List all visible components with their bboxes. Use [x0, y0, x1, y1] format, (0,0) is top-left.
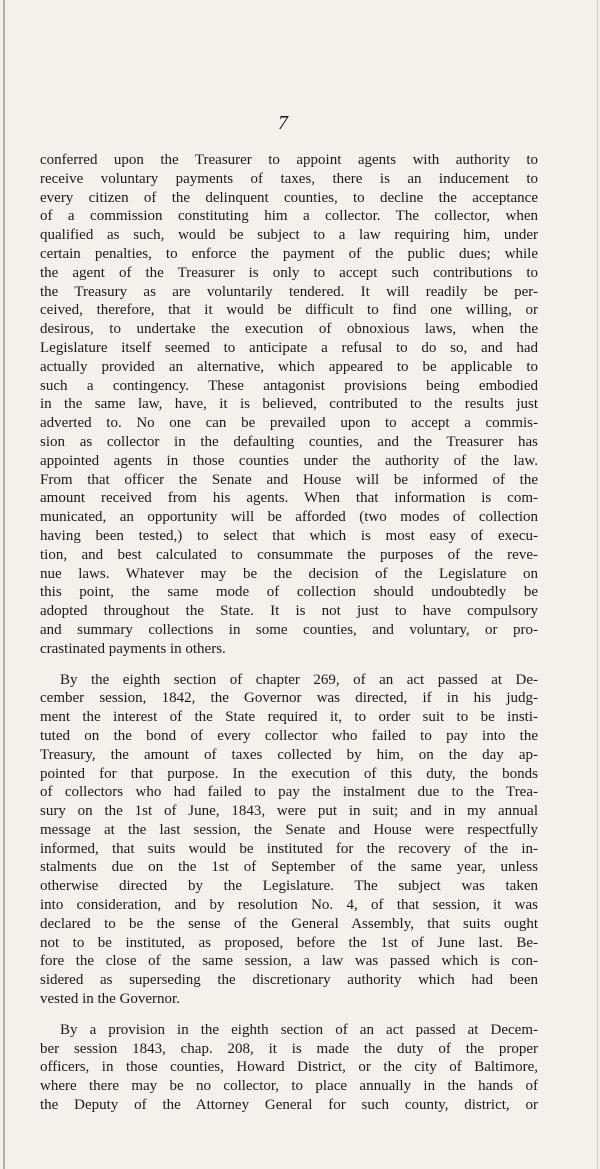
text-line: qualified as such, would be subject to a law requiring him, under [40, 227, 538, 244]
text-line: By the eighth section of chapter 269, of an act passed at De- [60, 671, 538, 688]
text-line: pointed for that purpose. In the execution of this duty, the bonds [40, 765, 538, 782]
text-line: fore the close of the same session, a law was passed which is con- [40, 953, 538, 970]
text-line: stalments due on the 1st of September of the same year, unless [40, 859, 538, 876]
paragraph-3 [40, 1021, 538, 1115]
text-line: otherwise directed by the Legislature. The subject was taken [40, 878, 538, 895]
text-line: such a contingency. These antagonist provisions being embodied [40, 377, 538, 394]
text-line: appointed agents in those counties under the authority of the law. [40, 452, 538, 469]
text-line: in the same law, have, it is believed, contributed to the results just [40, 396, 538, 413]
text-line: receive voluntary payments of taxes, there is an inducement to [40, 170, 538, 187]
text-line: By a provision in the eighth section of an act passed at Decem- [60, 1021, 538, 1038]
paragraph-1 [40, 151, 538, 659]
text-line: cember session, 1842, the Governor was directed, if in his judg- [40, 690, 538, 707]
paragraph-gap [40, 1009, 538, 1021]
text-line: sion as collector in the defaulting counties, and the Treasurer has [40, 433, 538, 450]
text-line: desirous, to undertake the execution of obnoxious laws, when the [40, 321, 538, 338]
text-line: not to be instituted, as proposed, before the 1st of June last. Be- [40, 934, 538, 951]
text-line: every citizen of the delinquent counties, to decline the acceptance [40, 189, 538, 206]
body-text [40, 151, 538, 1115]
paragraph-2 [40, 671, 538, 1009]
text-line: and summary collections in some counties, and voluntary, or pro- [40, 621, 538, 638]
text-line: where there may be no collector, to place annually in the hands of [40, 1078, 538, 1095]
text-line: informed, that suits would be instituted for the recovery of the in- [40, 840, 538, 857]
text-line: of collectors who had failed to pay the instalment due to the Trea- [40, 784, 538, 801]
page-right-edge [597, 0, 598, 1169]
text-line: Legislature itself seemed to anticipate a refusal to do so, and had [40, 339, 538, 356]
text-line: From that officer the Senate and House will be informed of the [40, 471, 538, 488]
text-line: ber session 1843, chap. 208, it is made the duty of the proper [40, 1040, 538, 1057]
text-line: of a commission constituting him a collector. The collector, when [40, 208, 538, 225]
text-line: certain penalties, to enforce the payment of the public dues; while [40, 245, 538, 262]
text-line: the agent of the Treasurer is only to accept such contributions to [40, 264, 538, 281]
text-line: having been tested,) to select that which is most easy of execu- [40, 527, 538, 544]
text-line: into consideration, and by resolution No. 4, of that session, it was [40, 897, 538, 914]
text-line: tion, and best calculated to consummate the purposes of the reve- [40, 546, 538, 563]
text-line: this point, the same mode of collection should undoubtedly be [40, 584, 538, 601]
text-line: officers, in those counties, Howard District, or the city of Baltimore, [40, 1059, 538, 1076]
text-line: Treasury, the amount of taxes collected by him, on the day ap- [40, 746, 538, 763]
text-line: the Deputy of the Attorney General for such county, district, or [40, 1097, 538, 1114]
text-line: ment the interest of the State required it, to order suit to be insti- [40, 709, 538, 726]
text-line: declared to be the sense of the General Assembly, that suits ought [40, 915, 538, 932]
text-line: tuted on the bond of every collector who failed to pay into the [40, 727, 538, 744]
text-line: message at the last session, the Senate and House were respectfully [40, 821, 538, 838]
text-line: nue laws. Whatever may be the decision of the Legislature on [40, 565, 538, 582]
text-line: conferred upon the Treasurer to appoint agents with authority to [40, 152, 538, 168]
text-line: actually provided an alternative, which appeared to be applicable to [40, 358, 538, 375]
text-line: crastinated payments in others. [40, 640, 226, 657]
page-number: 7 [278, 112, 288, 134]
text-line: vested in the Governor. [40, 991, 180, 1008]
paragraph-gap [40, 659, 538, 671]
text-line: ceived, therefore, that it would be difficult to find one willing, or [40, 302, 538, 319]
page-binding-edge [3, 0, 5, 1169]
text-line: adopted throughout the State. It is not just to have compulsory [40, 603, 538, 620]
text-line: the Treasury as are voluntarily tendered. It will readily be per- [40, 283, 538, 300]
text-line: sury on the 1st of June, 1843, were put in suit; and in my annual [40, 803, 538, 820]
text-line: sidered as superseding the discretionary authority which had been [40, 972, 538, 989]
text-line: adverted to. No one can be prevailed upon to accept a commis- [40, 415, 538, 432]
text-line: amount received from his agents. When that information is com- [40, 490, 538, 507]
text-line: municated, an opportunity will be afforded (two modes of collection [40, 509, 538, 526]
